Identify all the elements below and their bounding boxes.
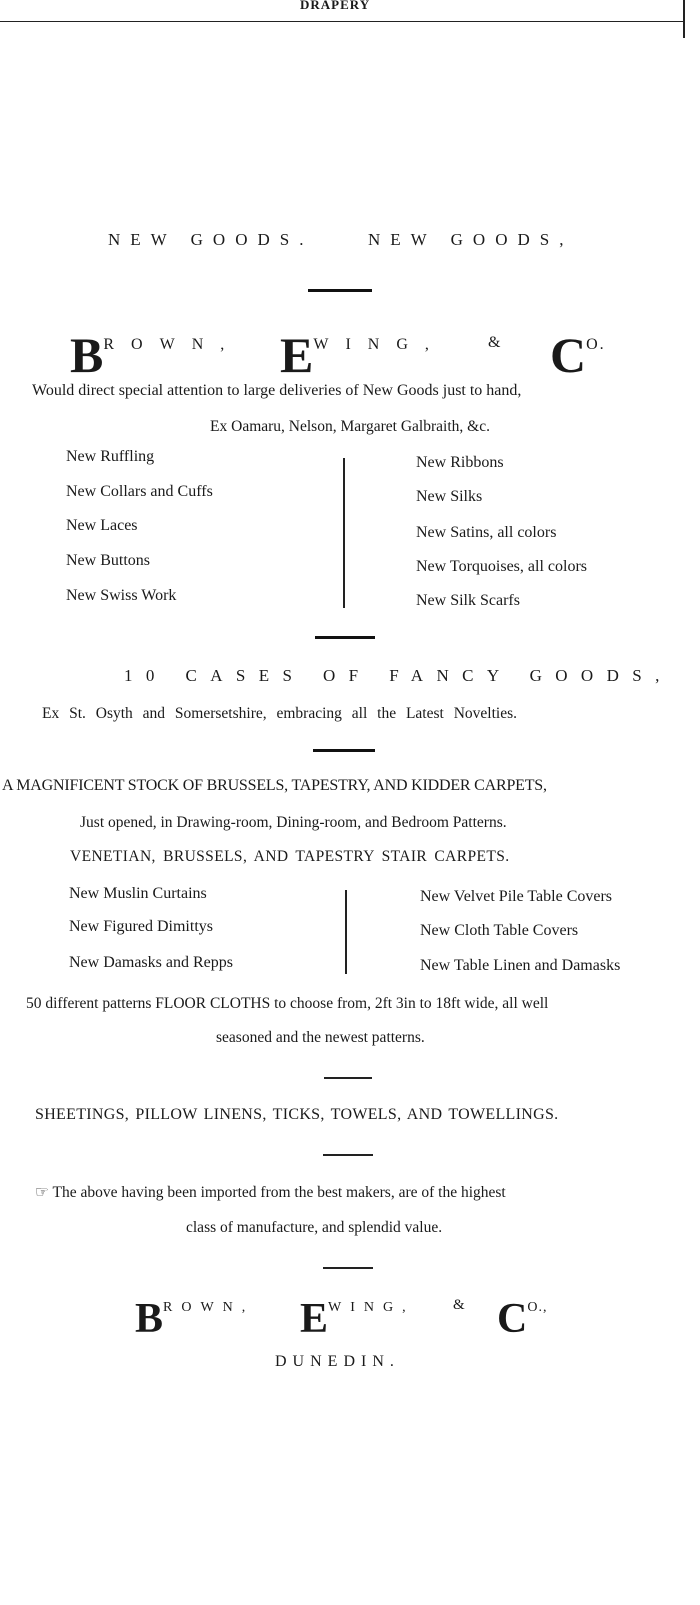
firm-initial-c: C [550, 327, 587, 383]
running-head [0, 0, 685, 22]
firm2-word-co [497, 1298, 547, 1340]
firm2-rest-ewing: WING, [328, 1300, 415, 1315]
firm2-word-ewing [300, 1298, 415, 1340]
list2-right-item: New Velvet Pile Table Covers [420, 888, 613, 905]
firm-rest-brown: ROWN, [103, 336, 242, 353]
firm2-ampersand: & [453, 1297, 465, 1313]
pointing-hand-icon: ☞ [35, 1184, 49, 1201]
firm-initial-e: E [280, 327, 314, 383]
divider-2 [315, 636, 375, 639]
firm2-initial-c: C [497, 1296, 528, 1342]
list1-left-item: New Laces [66, 517, 138, 534]
city-line: DUNEDIN. [275, 1353, 400, 1370]
list2-right-item: New Cloth Table Covers [420, 922, 579, 939]
carpets-line-2: Just opened, in Drawing-room, Dining-room, and Bedroom Patterns. [80, 814, 507, 831]
ships-line: Ex Oamaru, Nelson, Margaret Galbraith, &c. [210, 418, 490, 435]
divider-1 [308, 289, 372, 292]
floor-line-1: 50 different patterns FLOOR CLOTHS to choose from, 2ft 3in to 18ft wide, all well [26, 995, 549, 1012]
divider-6 [323, 1267, 373, 1269]
sheetings-line: SHEETINGS, PILLOW LINENS, TICKS, TOWELS, AND TOWELLINGS. [35, 1106, 559, 1123]
list1-right-item: New Ribbons [416, 454, 504, 471]
firm-name-footer [135, 1290, 575, 1340]
firm2-initial-b: B [135, 1296, 164, 1342]
divider-3 [313, 749, 375, 752]
list2-left-item: New Damasks and Repps [69, 954, 233, 971]
firm-ampersand: & [488, 334, 501, 351]
intro-line: Would direct special attention to large deliveries of New Goods just to hand, [32, 382, 522, 399]
list1-left-item: New Ruffling [66, 448, 155, 465]
firm-name [70, 320, 630, 383]
firm2-rest-co: O., [527, 1300, 548, 1315]
list2-right-item: New Table Linen and Damasks [420, 957, 621, 974]
divider-4 [324, 1077, 372, 1079]
carpets-line-3: VENETIAN, BRUSSELS, AND TAPESTRY STAIR CARPETS. [70, 848, 510, 865]
carpets-title: A MAGNIFICENT STOCK OF BRUSSELS, TAPESTRY, AND KIDDER CARPETS, [2, 777, 547, 794]
firm-initial-b: B [70, 327, 104, 383]
list1-divider [343, 458, 345, 608]
note-line-1 [35, 1183, 506, 1202]
firm-rest-ewing: WING, [313, 336, 446, 353]
list1-right-item: New Silk Scarfs [416, 592, 520, 609]
running-head-label: DRAPERY [300, 0, 371, 12]
list2-divider [345, 890, 347, 974]
list1-right-item: New Silks [416, 488, 483, 505]
list2-left-item: New Muslin Curtains [69, 885, 207, 902]
list2-left-item: New Figured Dimittys [69, 918, 213, 935]
firm-word-ewing [280, 327, 446, 383]
list1-left-item: New Swiss Work [66, 587, 177, 604]
fancy-title: 10 CASES OF FANCY GOODS, [124, 666, 673, 685]
list1-right-item: New Torquoises, all colors [416, 558, 587, 575]
edge-rule [683, 0, 685, 38]
list1-right-item: New Satins, all colors [416, 524, 557, 541]
firm2-word-brown [135, 1298, 254, 1340]
list1-left-item: New Collars and Cuffs [66, 483, 213, 500]
firm-word-co [550, 327, 606, 383]
firm2-initial-e: E [300, 1296, 329, 1342]
note-line-2: class of manufacture, and splendid value. [186, 1219, 443, 1236]
headline-right: NEW GOODS, [368, 230, 574, 249]
note-text-1: The above having been imported from the best makers, are of the highest [52, 1184, 506, 1201]
firm-word-brown [70, 327, 242, 383]
fancy-subtitle: Ex St. Osyth and Somersetshire, embracing all the Latest Novelties. [42, 705, 517, 722]
divider-5 [323, 1154, 373, 1156]
firm2-rest-brown: ROWN, [163, 1300, 255, 1315]
firm-rest-co: O. [586, 336, 606, 353]
headline-left: NEW GOODS. [108, 230, 314, 249]
floor-line-2: seasoned and the newest patterns. [216, 1029, 425, 1046]
list1-left-item: New Buttons [66, 552, 150, 569]
